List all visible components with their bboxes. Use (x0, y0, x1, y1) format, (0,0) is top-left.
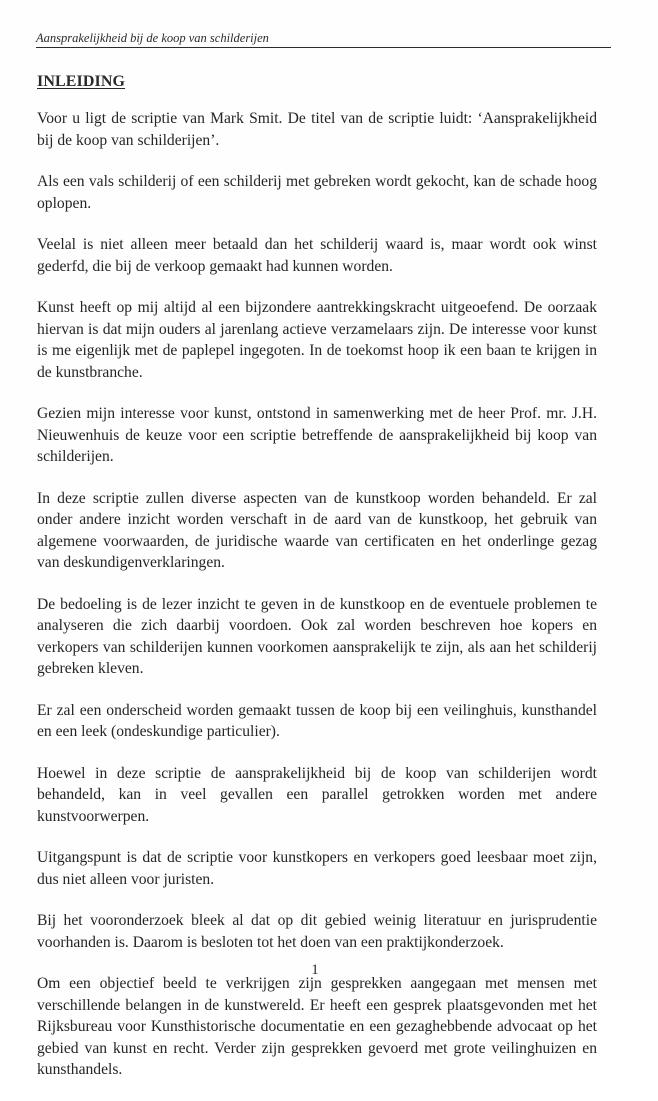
paragraph: Kunst heeft op mij altijd al een bijzondere aantrekkingskracht uitgeoefend. De oorzaak hiervan is dat mijn ouders al jarenlang actieve verzamelaars zijn. De interesse voor kunst is me eigenlijk met de paplepel ingegoten. In de toekomst hoop ik een baan te krijgen in de kunstbranche. (37, 299, 597, 381)
paragraph: Er zal een onderscheid worden gemaakt tussen de koop bij een veilinghuis, kunsthandel en een leek (ondeskundige particulier). (37, 701, 597, 740)
paragraph: In deze scriptie zullen diverse aspecten van de kunstkoop worden behandeld. Er zal onder andere inzicht worden verschaft in de aard van de kunstkoop, het gebruik van algemene voorwaarden, de juridische waarde van certificaten en het onderlinge gezag van deskundigenverklaringen. (37, 489, 597, 571)
paragraph: Veelal is niet alleen meer betaald dan het schilderij waard is, maar wordt ook winst gederfd, die bij de verkoop gemaakt had kunnen worden. (37, 236, 597, 275)
paragraph: Gezien mijn interesse voor kunst, ontstond in samenwerking met de heer Prof. mr. J.H. Nieuwenhuis de keuze voor een scriptie betreffende de aansprakelijkheid bij koop van schilderijen. (37, 405, 597, 465)
paragraph: Bij het vooronderzoek bleek al dat op dit gebied weinig literatuur en jurisprudentie voorhanden is. Daarom is besloten tot het doen van een praktijkonderzoek. (37, 912, 597, 951)
paragraph: Om een objectief beeld te verkrijgen zijn gesprekken aangegaan met mensen met verschillende belangen in de kunstwereld. Er heeft een gesprek plaatsgevonden met het Rijksbureau voor Kunsthistorische documentatie en een gezaghebbende advocaat op het gebied van kunst en recht. Verder zijn gesprekken gevoerd met grote veilinghuizen en kunsthandels. (37, 975, 597, 1078)
paragraph: Als een vals schilderij of een schilderij met gebreken wordt gekocht, kan de schade hoog oplopen. (37, 173, 597, 212)
paragraph: Uitgangspunt is dat de scriptie voor kunstkopers en verkopers goed leesbaar moet zijn, dus niet alleen voor juristen. (37, 849, 597, 888)
body-text (37, 108, 597, 1101)
header-rule (36, 47, 611, 48)
paragraph: Voor u ligt de scriptie van Mark Smit. De titel van de scriptie luidt: ‘Aansprakelijkheid bij de koop van schilderijen’. (37, 110, 597, 149)
paragraph: Hoewel in deze scriptie de aansprakelijkheid bij de koop van schilderijen wordt behandeld, kan in veel gevallen een parallel getrokken worden met andere kunstvoorwerpen. (37, 764, 597, 825)
section-heading: INLEIDING (37, 73, 126, 90)
running-header: Aansprakelijkheid bij de koop van schilderijen (36, 31, 269, 45)
page-number: 1 (311, 962, 319, 978)
paragraph: De bedoeling is de lezer inzicht te geven in de kunstkoop en de eventuele problemen te analyseren die zich daarbij voordoen. Ook zal worden beschreven hoe kopers en verkopers van schilderijen kunnen voorkomen aansprakelijk te zijn, als aan het schilderij gebreken kleven. (37, 595, 597, 677)
